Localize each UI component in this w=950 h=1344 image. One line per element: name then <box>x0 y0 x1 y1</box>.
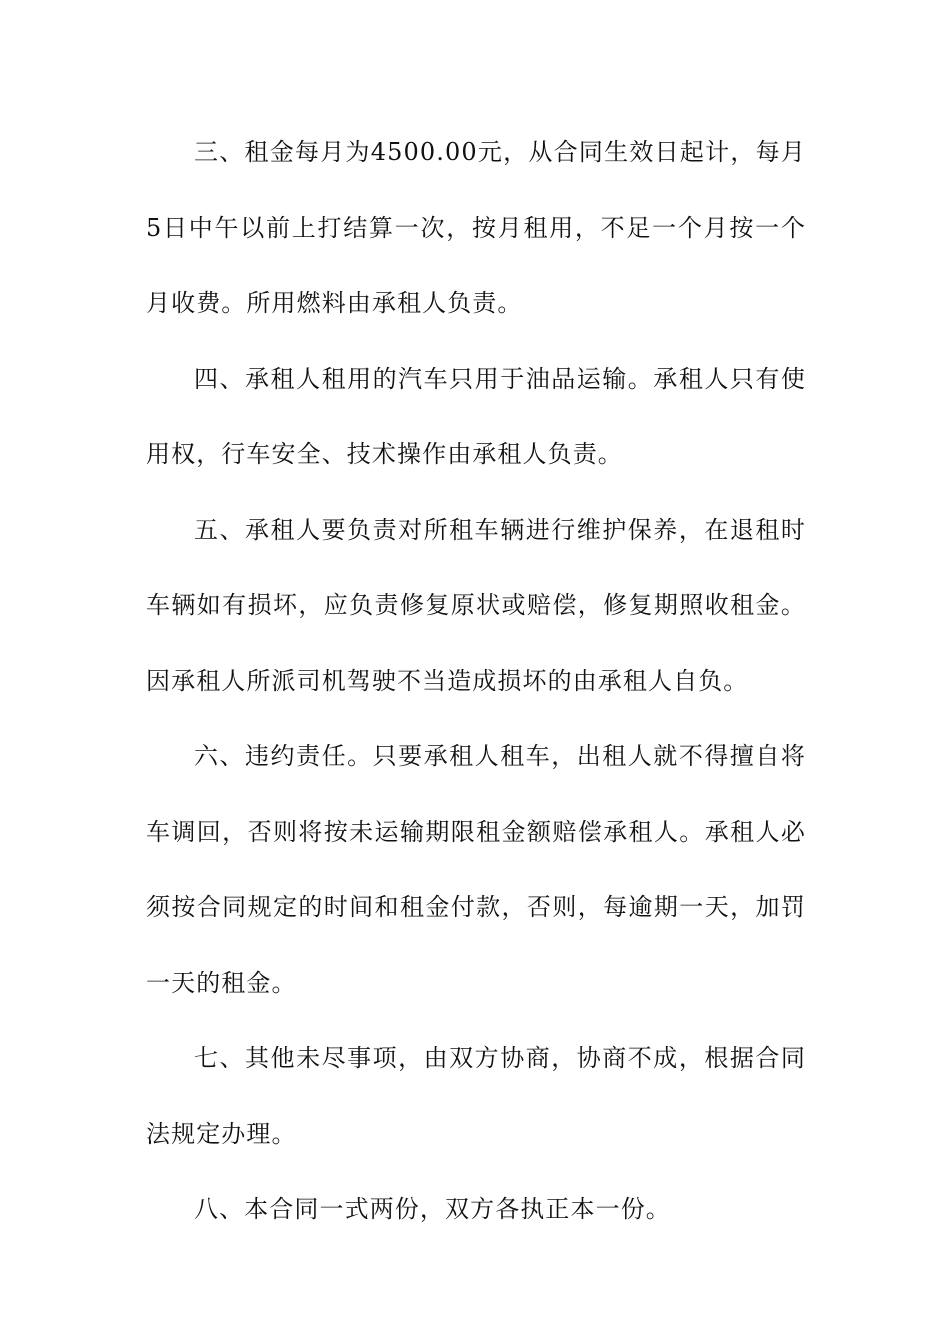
clause-3-rent: 三、租金每月为4500.00元，从合同生效日起计，每月5日中午以前上打结算一次，按月租用，不足一个月按一个月收费。所用燃料由承租人负责。 <box>146 138 806 317</box>
clause-5-maintenance: 五、承租人要负责对所租车辆进行维护保养，在退租时车辆如有损坏，应负责修复原状或赔偿，修复期照收租金。因承租人所派司机驾驶不当造成损坏的由承租人自负。 <box>146 515 806 695</box>
clause-7-other: 七、其他未尽事项，由双方协商，协商不成，根据合同法规定办理。 <box>146 1044 806 1148</box>
clause-6-liability: 六、违约责任。只要承租人租车，出租人就不得擅自将车调回，否则将按未运输期限租金额赔偿承租人。承租人必须按合同规定的时间和租金付款，否则，每逾期一天，加罚一天的租金。 <box>146 742 806 997</box>
clause-4-usage: 四、承租人租用的汽车只用于油品运输。承租人只有使用权，行车安全、技术操作由承租人负责。 <box>146 364 806 468</box>
clause-8-copies: 八、本合同一式两份，双方各执正本一份。 <box>194 1195 671 1223</box>
contract-body <box>146 115 806 1248</box>
